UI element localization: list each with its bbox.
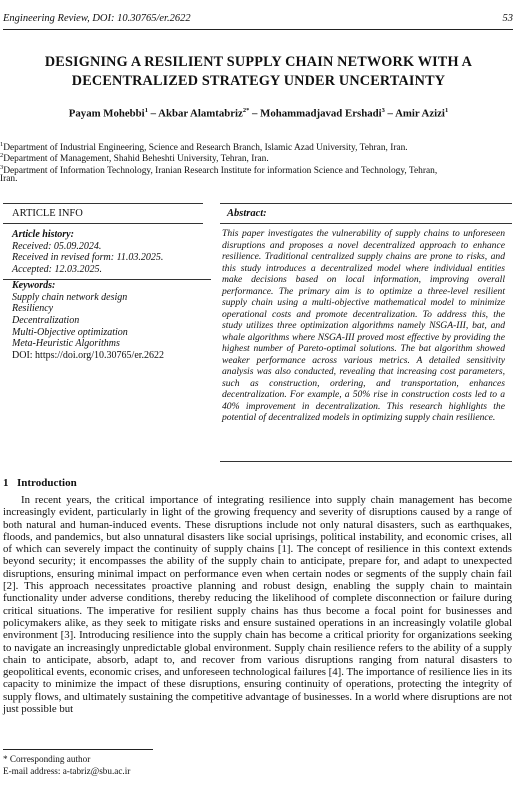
corresponding-author-note: * Corresponding author [3,754,91,764]
corresponding-email: E-mail address: a-tabriz@sbu.ac.ir [3,766,131,776]
author: Amir Azizi [395,107,445,120]
abstract-bottom-rule [220,461,512,462]
history-label: Article history: [12,229,74,240]
author-affil-mark: 3 [381,107,385,114]
page-number: 53 [502,13,513,24]
affiliation-text: Department of Information Technology, Iranian Research Institute for information Science and Technology, Tehran, [3,166,438,177]
affiliation-text: Department of Management, Shahid Beheshti University, Tehran, Iran. [3,154,269,165]
doi-link[interactable]: DOI: https://doi.org/10.30765/er.2622 [12,350,165,362]
footnote-rule [3,749,153,750]
author-list [0,107,517,120]
paper-title-line-1: DESIGNING A RESILIENT SUPPLY CHAIN NETWORK WITH A [44,54,473,70]
received-date: Received: 05.09.2024. [12,240,102,252]
info-header-rule [3,223,203,224]
affiliation [0,162,437,178]
affiliation-text: Department of Industrial Engineering, Science and Research Branch, Islamic Azad University, Tehran, Iran. [3,143,408,154]
keyword: Meta-Heuristic Algorithms [12,338,120,350]
paper-title-line-2: DECENTRALIZED STRATEGY UNDER UNCERTAINTY [71,73,446,89]
accepted-date: Accepted: 12.03.2025. [12,264,102,276]
abstract-header-rule [220,223,512,224]
introduction-paragraph: In recent years, the critical importance of integrating resilience into supply chain management has become increasingly evident, particularly in light of the growing frequency and severity of disruptions caused by a range of both natural and human-induced events. These disruptions include not only natural disasters, such as earthquakes, floods, and pandemics, but also unnatural disasters like social uprisings, political instability, and economic crises, all of which can severely impact the continuity of supply chains [1]. The concept of resilience in this context extends beyond security; it encompasses the ability of the supply chain to anticipate, prepare for, and adapt to unexpected disruptions, ensuring minimal impact on performance even when certain nodes or segments of the supply chain fail [2]. This approach necessitates proactive planning and robust design, enabling the supply chain to maintain functionality under adverse conditions, thereby reducing the likelihood of complete disconnection or failure during critical situations. The imperative for resilient supply chains has thus become a focal point for businesses and policymakers alike, as they seek to mitigate risks and ensure sustained operations in an increasingly volatile global environment [3]. Introducing resilience into the supply chain has become a critical priority for organizations seeking to navigate an increasingly unpredictable global environment. Supply chain resilience refers to the ability of a supply chain to anticipate, absorb, adapt to, and recover from various disruptions ranging from natural disasters to geopolitical events, economic crises, and unforeseen technological failures [4]. The importance of resilience lies in its capacity to minimize the impact of these disruptions, ensuring continuity of operations, protecting the integrity of supply flows, and ultimately sustaining the competitive advantage of businesses. In a world where disruptions are not just possible but [3,494,512,716]
running-header [3,13,513,27]
author-separator: – [249,107,261,120]
affiliation-mark: 3 [0,164,4,171]
info-top-rule [3,203,203,204]
keyword: Supply chain network design [12,291,128,303]
keyword: Resiliency [12,303,54,315]
abstract-top-rule [220,203,512,204]
section-number: 1 [3,477,9,489]
abstract-text: This paper investigates the vulnerability of supply chains to unforeseen disruptions and proposes a novel decentralized approach to enhance resilience. Traditional centralized supply chains are prone to risks, and this study introduces a decentralized model where individual entities make decisions based on local information, improving overall performance. The primary aim is to optimize a three-level resilient supply chain using a multi-objective mathematical model to minimize operational costs and promote decentralization. To address this, the study utilizes three optimization algorithms namely NSGA-III, bat, and whale algorithms where NSGA-III proved most effective by providing the highest number of Pareto-optimal solutions. The bat algorithm showed weaker performance across various metrics. A detailed sensitivity analysis was also conducted, revealing that increasing cost parameters, such as construction, ordering, and transportation, enhances decentralization. For example, a 50% rise in construction costs led to a 40% improvement in decentralization. This research highlights the potential of decentralized models in optimizing supply chain resilience. [222,228,505,423]
author-separator: – [384,107,396,120]
section-title: Introduction [17,477,77,489]
affiliation-mark: 1 [0,141,4,148]
author: Mohammadjavad Ershadi [260,107,382,120]
author: Akbar Alamtabriz [158,107,243,120]
revised-date: Received in revised form: 11.03.2025. [12,252,164,264]
affiliation-text: Iran. [0,174,18,184]
article-info-heading: ARTICLE INFO [12,208,83,219]
article-info [12,229,202,362]
abstract-heading: Abstract: [227,208,267,219]
author-affil-mark: 2* [242,107,250,114]
keyword: Decentralization [12,314,80,326]
journal-citation: Engineering Review, DOI: 10.30765/er.2622 [3,13,191,24]
author-affil-mark: 1 [444,107,449,114]
affiliation-mark: 2 [0,152,4,159]
affiliation [0,174,17,186]
paper-title [0,53,517,91]
author-affil-mark: 1 [144,107,148,114]
header-divider [3,29,513,30]
keyword: Multi-Objective optimization [12,326,128,338]
section-heading [3,477,77,489]
keywords-label: Keywords: [12,279,56,291]
author: Payam Mohebbi [68,107,145,120]
author-separator: – [147,107,159,120]
